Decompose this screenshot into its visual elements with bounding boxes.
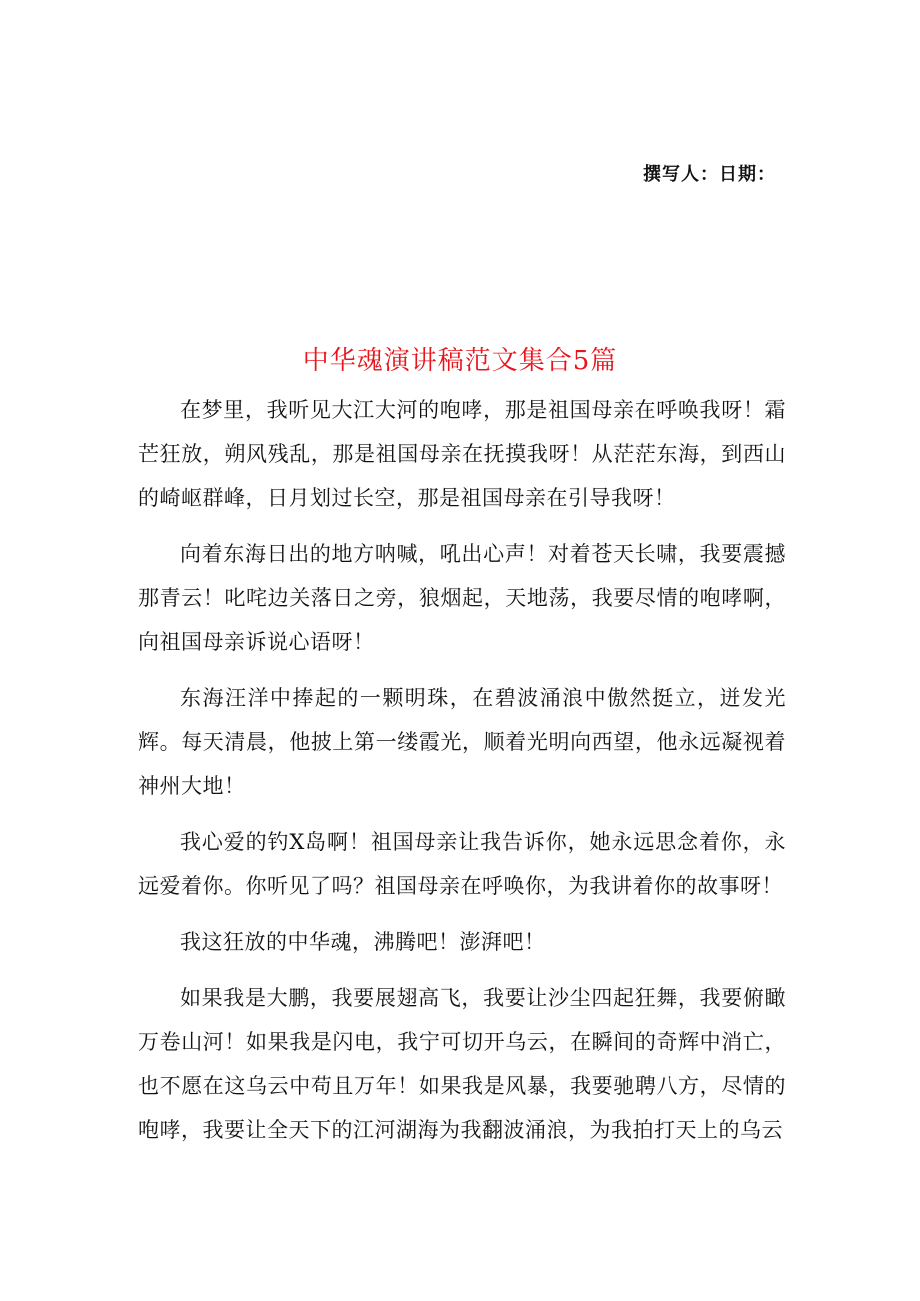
author-date-line: 撰写人：日期： [643, 164, 776, 185]
paragraph: 东海汪洋中捧起的一颗明珠，在碧波涌浪中傲然挺立，迸发光辉。每天清晨，他披上第一缕霞光，顺着光明向西望，他永远凝视着神州大地！ [138, 686, 786, 798]
paragraph: 在梦里，我听见大江大河的咆哮，那是祖国母亲在呼唤我呀！霜芒狂放，朔风残乱，那是祖国母亲在抚摸我呀！从茫茫东海，到西山的崎岖群峰，日月划过长空，那是祖国母亲在引导我呀！ [138, 398, 786, 510]
paragraph: 我心爱的钓X岛啊！祖国母亲让我告诉你，她永远思念着你，永远爱着你。你听见了吗？祖国母亲在呼唤你，为我讲着你的故事呀！ [138, 830, 786, 898]
document-body [138, 388, 786, 1164]
paragraph: 如果我是大鹏，我要展翅高飞，我要让沙尘四起狂舞，我要俯瞰万卷山河！如果我是闪电，我宁可切开乌云，在瞬间的奇辉中消亡，也不愿在这乌云中苟且万年！如果我是风暴，我要驰聘八方，尽情的咆哮，我要让全天下的江河湖海为我翻波涌浪，为我拍打天上的乌云 [138, 986, 786, 1142]
paragraph: 我这狂放的中华魂，沸腾吧！澎湃吧！ [180, 930, 546, 954]
document-title: 中华魂演讲稿范文集合5篇 [302, 346, 618, 376]
paragraph: 向着东海日出的地方呐喊，吼出心声！对着苍天长啸，我要震撼那青云！叱咤边关落日之旁，狼烟起，天地荡，我要尽情的咆哮啊，向祖国母亲诉说心语呀！ [138, 542, 786, 654]
